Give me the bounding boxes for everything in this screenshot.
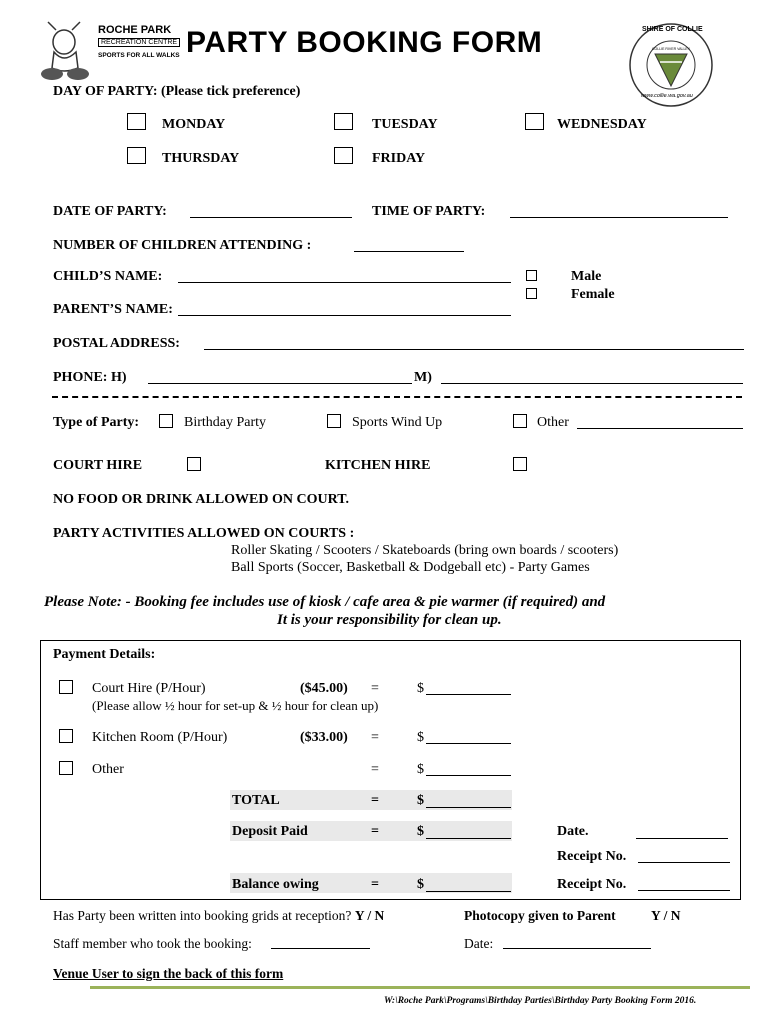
kitchen-fee-label: Kitchen Room (P/Hour)	[92, 730, 228, 745]
other-fee-field[interactable]	[426, 775, 511, 776]
kitchen-fee-price: ($33.00)	[300, 730, 348, 745]
kitchen-hire-checkbox[interactable]	[513, 457, 527, 471]
kitchen-fee-equals: =	[371, 730, 379, 745]
other-fee-checkbox[interactable]	[59, 761, 73, 775]
note-line-1: Please Note: - Booking fee includes use of kiosk / cafe area & pie warmer (if required) and	[44, 594, 606, 610]
venue-sign-note: Venue User to sign the back of this form	[53, 966, 284, 981]
logo-tagline: SPORTS FOR ALL WALKS	[98, 52, 180, 59]
receipt-1-label: Receipt No.	[557, 849, 627, 864]
kitchen-hire-label: KITCHEN HIRE	[325, 458, 431, 473]
footer-rule	[90, 986, 750, 989]
roche-park-logo	[34, 20, 180, 82]
deposit-label: Deposit Paid	[232, 824, 308, 839]
thursday-label: THURSDAY	[162, 151, 240, 166]
grids-yn[interactable]: Y / N	[354, 908, 385, 923]
court-fee-checkbox[interactable]	[59, 680, 73, 694]
court-fee-equals: =	[371, 681, 379, 696]
kitchen-fee-field[interactable]	[426, 743, 511, 744]
receipt-2-label: Receipt No.	[557, 877, 627, 892]
court-fee-dollar: $	[417, 681, 424, 696]
footer-date-field[interactable]	[503, 948, 651, 949]
note-line-2: It is your responsibility for clean up.	[277, 612, 502, 628]
shire-seal	[628, 22, 714, 108]
seal-url: www.collie.wa.gov.au	[641, 93, 693, 99]
female-checkbox[interactable]	[526, 288, 537, 299]
staff-field[interactable]	[271, 948, 370, 949]
balance-field[interactable]	[426, 891, 511, 892]
party-type-label: Type of Party:	[53, 415, 140, 430]
children-label: NUMBER OF CHILDREN ATTENDING :	[53, 238, 312, 253]
male-checkbox[interactable]	[526, 270, 537, 281]
photocopy-label: Photocopy given to Parent	[464, 908, 616, 923]
phone-mobile-label: M)	[414, 370, 432, 385]
day-label: DAY OF PARTY: (Please tick preference)	[53, 84, 301, 99]
parent-name-field[interactable]	[178, 315, 511, 316]
total-dollar: $	[417, 793, 424, 808]
monday-label: MONDAY	[162, 117, 226, 132]
payment-panel	[40, 640, 741, 900]
payment-date-field[interactable]	[636, 838, 728, 839]
other-checkbox[interactable]	[513, 414, 527, 428]
tuesday-label: TUESDAY	[372, 117, 438, 132]
female-label: Female	[571, 287, 615, 302]
activities-line-1: Roller Skating / Scooters / Skateboards (bring own boards / scooters)	[231, 543, 619, 558]
birthday-label: Birthday Party	[184, 415, 267, 430]
date-label: DATE OF PARTY:	[53, 204, 167, 219]
balance-label: Balance owing	[232, 877, 319, 892]
payment-title: Payment Details:	[53, 647, 156, 662]
friday-checkbox[interactable]	[334, 147, 353, 164]
other-field[interactable]	[577, 428, 743, 429]
staff-label: Staff member who took the booking:	[53, 936, 252, 951]
mascot-icon	[34, 20, 96, 82]
date-field[interactable]	[190, 217, 352, 218]
activities-line-2: Ball Sports (Soccer, Basketball & Dodgeball etc) - Party Games	[231, 560, 590, 575]
seal-name: SHIRE OF COLLIE	[642, 26, 703, 33]
child-name-field[interactable]	[178, 282, 511, 283]
deposit-dollar: $	[417, 824, 424, 839]
court-fee-field[interactable]	[426, 694, 511, 695]
seal-inner: COLLIE RIVER VALLEY	[652, 47, 691, 51]
file-path: W:\Roche Park\Programs\Birthday Parties\Birthday Party Booking Form 2016.	[384, 996, 697, 1006]
time-field[interactable]	[510, 217, 728, 218]
other-fee-equals: =	[371, 762, 379, 777]
court-hire-label: COURT HIRE	[53, 458, 143, 473]
court-fee-note: (Please allow ½ hour for set-up & ½ hour for clean up)	[92, 698, 379, 713]
phone-home-label: PHONE: H)	[53, 370, 127, 385]
monday-checkbox[interactable]	[127, 113, 146, 130]
phone-home-field[interactable]	[148, 383, 412, 384]
receipt-2-field[interactable]	[638, 890, 730, 891]
logo-sub: RECREATION CENTRE	[98, 38, 180, 47]
thursday-checkbox[interactable]	[127, 147, 146, 164]
child-name-label: CHILD’S NAME:	[53, 269, 163, 284]
sports-label: Sports Wind Up	[352, 415, 443, 430]
other-fee-label: Other	[92, 762, 124, 777]
other-label: Other	[537, 415, 569, 430]
postal-field[interactable]	[204, 349, 744, 350]
male-label: Male	[571, 269, 602, 284]
no-food-notice: NO FOOD OR DRINK ALLOWED ON COURT.	[53, 492, 349, 507]
deposit-equals: =	[371, 824, 379, 839]
sports-checkbox[interactable]	[327, 414, 341, 428]
kitchen-fee-dollar: $	[417, 730, 424, 745]
grids-question-text: Has Party been written into booking grids at reception?	[53, 908, 352, 923]
court-fee-price: ($45.00)	[300, 681, 348, 696]
court-hire-checkbox[interactable]	[187, 457, 201, 471]
postal-label: POSTAL ADDRESS:	[53, 336, 180, 351]
balance-dollar: $	[417, 877, 424, 892]
total-field[interactable]	[426, 807, 511, 808]
receipt-1-field[interactable]	[638, 862, 730, 863]
friday-label: FRIDAY	[372, 151, 426, 166]
time-label: TIME OF PARTY:	[372, 204, 486, 219]
balance-equals: =	[371, 877, 379, 892]
photocopy-yn[interactable]: Y / N	[651, 908, 681, 923]
total-equals: =	[371, 793, 379, 808]
payment-date-label: Date.	[557, 824, 589, 839]
total-label: TOTAL	[232, 793, 280, 808]
children-field[interactable]	[354, 251, 464, 252]
birthday-checkbox[interactable]	[159, 414, 173, 428]
grids-question	[53, 908, 384, 924]
activities-title: PARTY ACTIVITIES ALLOWED ON COURTS :	[53, 526, 355, 541]
other-fee-dollar: $	[417, 762, 424, 777]
phone-mobile-field[interactable]	[441, 383, 743, 384]
court-fee-label: Court Hire (P/Hour)	[92, 681, 206, 696]
wednesday-label: WEDNESDAY	[557, 117, 647, 132]
logo-name: ROCHE PARK	[98, 24, 172, 36]
dashed-divider	[52, 396, 742, 398]
kitchen-fee-checkbox[interactable]	[59, 729, 73, 743]
wednesday-checkbox[interactable]	[525, 113, 544, 130]
footer-date-label: Date:	[464, 936, 494, 951]
tuesday-checkbox[interactable]	[334, 113, 353, 130]
deposit-field[interactable]	[426, 838, 511, 839]
parent-name-label: PARENT’S NAME:	[53, 302, 173, 317]
page-title: PARTY BOOKING FORM	[186, 26, 543, 59]
